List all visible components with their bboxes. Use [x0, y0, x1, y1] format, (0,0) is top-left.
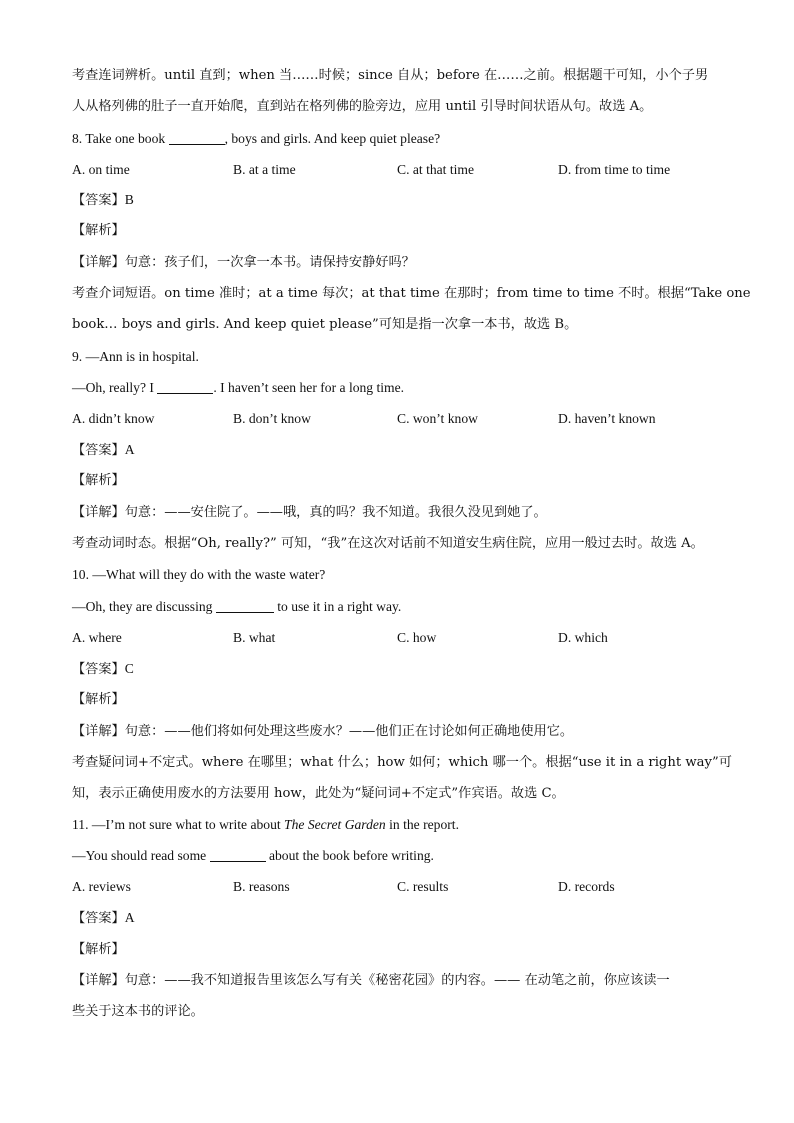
q8-option-c: C. at that time	[397, 162, 475, 177]
q9-stem-2-before: —Oh, really? I	[72, 380, 158, 395]
q11-option-c: C. results	[397, 879, 449, 894]
analysis-label: 【解析】	[72, 473, 125, 488]
q9-option-d: D. haven’t known	[558, 411, 656, 426]
q8-option-b: B. at a time	[233, 162, 296, 177]
q11-answer	[72, 908, 722, 929]
q11-line-2	[72, 846, 722, 867]
q8-stem-before: 8. Take one book	[72, 131, 169, 146]
q8-detail-text: 句意：孩子们，一次拿一本书。请保持安静好吗？	[124, 255, 415, 270]
q9-answer-value: A	[124, 442, 135, 457]
q8-answer	[72, 190, 722, 211]
q9-stem-2-after: . I haven’t seen her for a long time.	[213, 380, 405, 395]
q11-stem-2-after: about the book before writing.	[265, 848, 434, 863]
answer-label: 【答案】	[72, 443, 125, 458]
q9-answer	[72, 440, 722, 461]
answer-label: 【答案】	[72, 662, 125, 677]
q10-analysis-label	[72, 690, 722, 710]
q11-answer-value: A	[124, 910, 135, 925]
q10-line-1	[72, 565, 722, 586]
q9-analysis-label	[72, 471, 722, 491]
q10-detail	[72, 722, 722, 742]
q10-answer-value: C	[124, 661, 134, 676]
detail-label: 【详解】	[72, 505, 125, 520]
q11-detail-line-2: 些关于这本书的评论。	[72, 1004, 204, 1019]
q10-option-a: A. where	[72, 630, 122, 645]
q10-explain-line-1: 考查疑问词+不定式。where 在哪里；what 什么；how 如何；which 哪一个。根据“use it in a right way”可	[72, 755, 732, 770]
answer-label: 【答案】	[72, 193, 125, 208]
q10-answer	[72, 659, 722, 680]
answer-label: 【答案】	[72, 911, 125, 926]
q10-explain-line-2: 知，表示正确使用废水的方法要用 how，此处为“疑问词+不定式”作宾语。故选 C。	[72, 786, 565, 801]
analysis-label: 【解析】	[72, 942, 125, 957]
analysis-label: 【解析】	[72, 223, 125, 238]
q8-option-d: D. from time to time	[558, 162, 671, 177]
q11-stem-1-after: in the report.	[385, 817, 459, 832]
q10-stem-2-before: —Oh, they are discussing	[72, 599, 216, 614]
intro-line-2: 人从格列佛的肚子一直开始爬，直到站在格列佛的脸旁边，应用 until 引导时间状语从句。故选 A。	[72, 99, 653, 114]
q11-stem-2-before: —You should read some	[72, 848, 210, 863]
q11-analysis-label	[72, 940, 722, 960]
q9-option-b: B. don’t know	[233, 411, 311, 426]
q8-blank	[169, 130, 225, 145]
q9-line-2	[72, 378, 722, 399]
q9-explain-line-1: 考查动词时态。根据“Oh, really?” 可知，“我”在这次对话前不知道安生病住院，应用一般过去时。故选 A。	[72, 536, 704, 551]
q10-stem-1: 10. —What will they do with the waste water?	[72, 567, 326, 582]
q11-book-title: The Secret Garden	[284, 817, 386, 832]
q11-option-d: D. records	[558, 879, 615, 894]
intro-line-1: 考查连词辨析。until 直到；when 当……时候；since 自从；before 在……之前。根据题干可知，小个子男	[72, 68, 709, 83]
q9-option-a: A. didn’t know	[72, 411, 155, 426]
q10-line-2	[72, 597, 722, 618]
q11-stem-1-before: 11. —I’m not sure what to write about	[72, 817, 285, 832]
q10-stem-2-after: to use it in a right way.	[273, 599, 402, 614]
q8-detail	[72, 253, 722, 273]
q10-blank	[216, 598, 274, 613]
q11-detail-text: 句意：——我不知道报告里该怎么写有关《秘密花园》的内容。—— 在动笔之前，你应该读一	[124, 973, 670, 988]
q9-stem-1: 9. —Ann is in hospital.	[72, 349, 199, 364]
q9-detail-text: 句意：——安住院了。——哦，真的吗？我不知道。我很久没见到她了。	[124, 505, 547, 520]
q10-option-d: D. which	[558, 630, 608, 645]
detail-label: 【详解】	[72, 255, 125, 270]
q10-option-c: C. how	[397, 630, 437, 645]
q8-option-a: A. on time	[72, 162, 130, 177]
analysis-label: 【解析】	[72, 692, 125, 707]
q8-explain-line-1: 考查介词短语。on time 准时；at a time 每次；at that time 在那时；from time to time 不时。根据“Take one	[72, 286, 751, 301]
q11-detail	[72, 971, 722, 991]
q8-answer-value: B	[124, 192, 134, 207]
q9-blank	[157, 379, 213, 394]
q11-blank	[210, 847, 266, 862]
q9-line-1	[72, 347, 722, 368]
q8-stem	[72, 129, 722, 150]
q11-option-b: B. reasons	[233, 879, 290, 894]
q9-detail	[72, 503, 722, 523]
q10-detail-text: 句意：——他们将如何处理这些废水？——他们正在讨论如何正确地使用它。	[124, 724, 574, 739]
q9-option-c: C. won’t know	[397, 411, 478, 426]
q8-explain-line-2: book… boys and girls. And keep quiet please”可知是指一次拿一本书，故选 B。	[72, 317, 578, 332]
q10-option-b: B. what	[233, 630, 276, 645]
q11-line-1	[72, 815, 722, 836]
q11-option-a: A. reviews	[72, 879, 131, 894]
q8-analysis-label	[72, 221, 722, 241]
q8-stem-after: , boys and girls. And keep quiet please?	[224, 131, 441, 146]
detail-label: 【详解】	[72, 973, 125, 988]
detail-label: 【详解】	[72, 724, 125, 739]
